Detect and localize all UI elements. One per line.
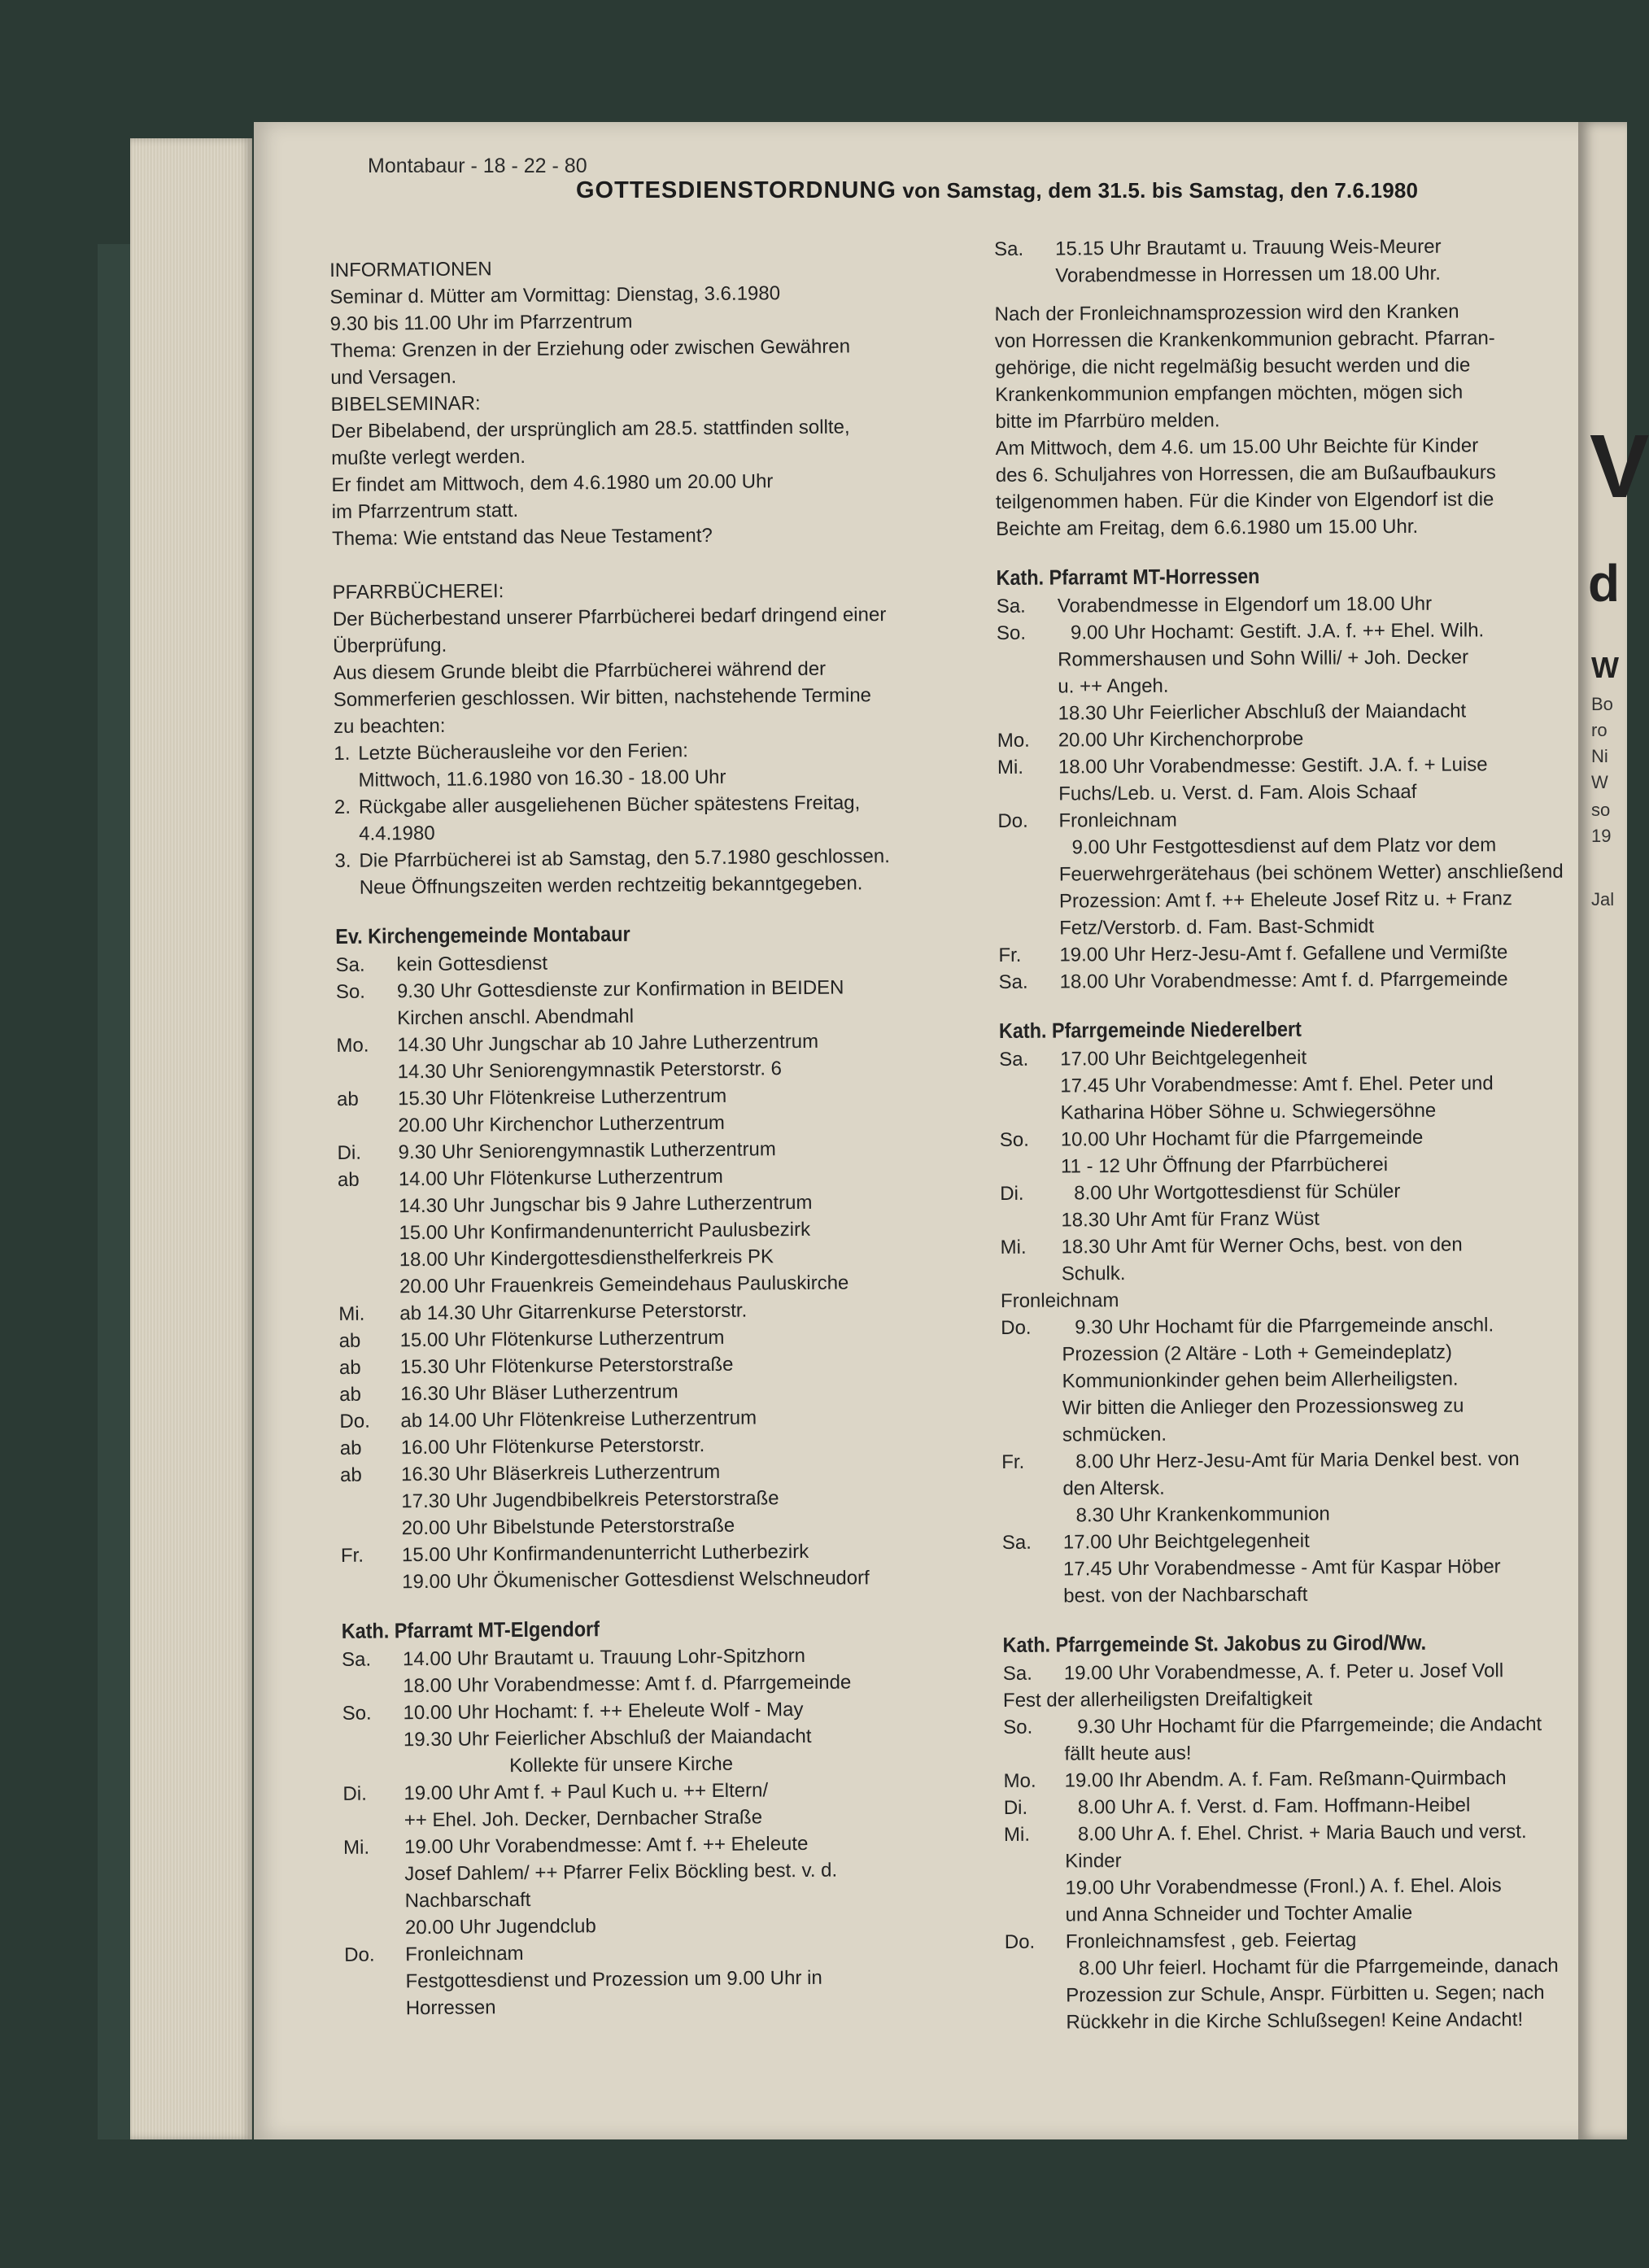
schedule-day: Do. xyxy=(997,809,1028,832)
library-section xyxy=(332,574,969,901)
schedule-entry: 19.00 Uhr Vorabendmesse: Amt f. ++ Eheleute xyxy=(404,1832,809,1859)
schedule-row xyxy=(1004,1791,1590,1821)
schedule-row xyxy=(1003,1711,1589,1741)
schedule-mt-elgendorf xyxy=(342,1641,979,2022)
adjacent-page-text: 19 xyxy=(1591,826,1612,846)
schedule-row xyxy=(1003,1657,1589,1687)
schedule-row xyxy=(1001,1311,1586,1341)
schedule-entry: 19.00 Uhr Amt f. + Paul Kuch u. ++ Eltern/ xyxy=(404,1779,769,1805)
list-number: 3. xyxy=(334,849,351,872)
schedule-day: Fr. xyxy=(1001,1450,1025,1473)
text-line: Überprüfung. xyxy=(333,634,447,657)
schedule-day: Do. xyxy=(1001,1316,1032,1339)
schedule-entry: Katharina Höber Söhne u. Schwiegersöhne xyxy=(1060,1099,1437,1124)
schedule-entry: 14.00 Uhr Brautamt u. Trauung Lohr-Spitzhorn xyxy=(402,1644,806,1671)
schedule-day: ab xyxy=(338,1356,361,1379)
schedule-entry: 8.00 Uhr Herz-Jesu-Amt für Maria Denkel best. von xyxy=(1075,1448,1520,1473)
schedule-niederelbert xyxy=(999,1043,1588,1610)
schedule-day xyxy=(340,1507,401,1508)
schedule-day: Mi. xyxy=(338,1302,365,1325)
schedule-day xyxy=(338,1212,399,1213)
schedule-row xyxy=(1002,1580,1588,1610)
schedule-row xyxy=(999,1097,1585,1127)
schedule-day: Di. xyxy=(1003,1796,1028,1819)
schedule-day: Mi. xyxy=(1000,1236,1027,1258)
schedule-row xyxy=(1004,1764,1590,1795)
text-line: Sommerferien geschlossen. Wir bitten, nachstehende Termine xyxy=(333,684,872,711)
schedule-entry: 15.30 Uhr Flötenkreise Lutherzentrum xyxy=(397,1084,727,1110)
schedule-day: Mo. xyxy=(1003,1769,1036,1792)
schedule-row xyxy=(998,939,1584,969)
section-heading-girod: Kath. Pfarrgemeinde St. Jakobus zu Girod/Ww. xyxy=(1002,1629,1427,1657)
schedule-entry: 18.30 Uhr Amt für Werner Ochs, best. von den xyxy=(1061,1233,1463,1258)
schedule-row xyxy=(997,670,1582,700)
schedule-entry: Kinder xyxy=(1065,1850,1122,1873)
schedule-entry: schmücken. xyxy=(1062,1423,1167,1446)
schedule-row xyxy=(998,858,1584,888)
schedule-row xyxy=(1000,1231,1586,1261)
schedule-entry: ++ Ehel. Joh. Decker, Dernbacher Straße xyxy=(404,1806,763,1832)
schedule-entry: Vorabendmesse in Elgendorf um 18.00 Uhr xyxy=(1057,592,1433,617)
schedule-entry: 11 - 12 Uhr Öffnung der Pfarrbücherei xyxy=(1060,1154,1389,1178)
schedule-day: ab xyxy=(339,1463,362,1486)
schedule-entry: 15.30 Uhr Flötenkurse Peterstorstraße xyxy=(399,1353,734,1379)
adjacent-page-text: ro xyxy=(1591,720,1608,740)
schedule-row xyxy=(1005,2006,1590,2036)
schedule-continued xyxy=(994,233,1580,290)
list-text-continued: Mittwoch, 11.6.1980 von 16.30 - 18.00 Uhr xyxy=(358,765,726,792)
schedule-entry: Prozession: Amt f. ++ Eheleute Josef Ritz u. + Franz xyxy=(1058,888,1513,913)
book-page-edges xyxy=(130,138,252,2139)
schedule-entry: Nachbarschaft xyxy=(404,1888,531,1913)
list-number: 1. xyxy=(334,742,351,765)
list-text: Die Pfarrbücherei ist ab Samstag, den 5.7.1980 geschlossen. xyxy=(359,845,890,872)
schedule-entry: Rückkehr in die Kirche Schlußsegen! Keine Andacht! xyxy=(1066,2008,1524,2034)
adjacent-page-letter-d: d xyxy=(1588,554,1621,613)
schedule-entry: 20.00 Uhr Kirchenchor Lutherzentrum xyxy=(398,1111,725,1137)
page-title xyxy=(576,177,1418,204)
text-line: BIBELSEMINAR: xyxy=(330,392,481,416)
text-line: gehörige, die nicht regelmäßig besucht werden und die xyxy=(994,354,1471,379)
schedule-entry: Prozession zur Schule, Anspr. Fürbitten u. Segen; nach xyxy=(1066,1981,1545,2007)
schedule-entry: best. von der Nachbarschaft xyxy=(1063,1583,1308,1607)
schedule-row xyxy=(1001,1365,1587,1395)
schedule-row xyxy=(1000,1204,1586,1234)
text-line: Aus diesem Grunde bleibt die Pfarrbücherei während der xyxy=(333,657,827,684)
schedule-ev-montabaur xyxy=(335,946,975,1596)
schedule-row xyxy=(997,643,1582,674)
schedule-entry: 16.30 Uhr Bläser Lutherzentrum xyxy=(400,1380,678,1406)
schedule-entry: und Anna Schneider und Tochter Amalie xyxy=(1065,1901,1413,1926)
schedule-day xyxy=(343,1880,404,1881)
list-number: 2. xyxy=(334,796,351,818)
schedule-row xyxy=(999,1043,1585,1073)
schedule-row xyxy=(997,805,1583,835)
schedule-entry: Festgottesdienst und Prozession um 9.00 Uhr in xyxy=(405,1966,822,1993)
schedule-day: Di. xyxy=(337,1141,362,1164)
adjacent-page-text: Jal xyxy=(1591,889,1615,909)
schedule-entry: 18.00 Uhr Vorabendmesse: Gestift. J.A. f. + Luise xyxy=(1058,753,1488,779)
schedule-day: Mi. xyxy=(1003,1823,1031,1846)
adjacent-page-text: Ni xyxy=(1591,746,1608,766)
schedule-entry: 19.00 Uhr Herz-Jesu-Amt f. Gefallene und Vermißte xyxy=(1059,941,1508,966)
schedule-day: So. xyxy=(342,1702,372,1725)
text-line: Nach der Fronleichnamsprozession wird den Kranken xyxy=(994,300,1459,325)
schedule-day xyxy=(345,2014,406,2015)
schedule-day: Sa. xyxy=(341,1648,372,1671)
schedule-entry: 19.00 Uhr Ökumenischer Gottesdienst Welschneudorf xyxy=(402,1567,870,1594)
text-line: teilgenommen haben. Für die Kinder von Elgendorf ist die xyxy=(995,488,1494,513)
schedule-day: ab xyxy=(336,1088,359,1110)
text-line: Krankenkommunion empfangen möchten, mögen sich xyxy=(995,381,1464,406)
library-list-item xyxy=(334,842,969,874)
text-line: PFARRBÜCHEREI: xyxy=(332,580,504,604)
schedule-entry: Fronleichnam xyxy=(405,1942,524,1966)
schedule-day: Do. xyxy=(1004,1930,1036,1953)
schedule-row xyxy=(1001,1472,1587,1503)
information-section xyxy=(329,251,966,552)
schedule-row xyxy=(1005,1979,1590,2009)
list-text: Letzte Bücherausleihe vor den Ferien: xyxy=(358,739,689,765)
text-line: Thema: Wie entstand das Neue Testament? xyxy=(331,524,713,550)
notice-section xyxy=(994,298,1581,543)
schedule-entry: 8.00 Uhr Wortgottesdienst für Schüler xyxy=(1074,1180,1401,1205)
schedule-row xyxy=(997,831,1583,861)
schedule-day: So. xyxy=(996,622,1027,644)
schedule-entry: 14.30 Uhr Jungschar bis 9 Jahre Lutherzentrum xyxy=(399,1191,813,1218)
schedule-day: ab xyxy=(337,1168,360,1191)
schedule-day xyxy=(338,1239,399,1240)
schedule-row xyxy=(998,885,1584,915)
schedule-day: So. xyxy=(335,980,366,1003)
adjacent-page-large-letter: V xyxy=(1590,417,1649,517)
schedule-entry: 20.00 Uhr Kirchenchorprobe xyxy=(1058,727,1304,752)
schedule-day: Sa. xyxy=(335,953,365,976)
text-line: von Horressen die Krankenkommunion gebracht. Pfarran- xyxy=(994,327,1495,352)
schedule-entry: Schulk. xyxy=(1061,1263,1126,1285)
schedule-row xyxy=(994,233,1580,263)
schedule-day xyxy=(345,1987,406,1988)
schedule-entry: den Altersk. xyxy=(1062,1476,1165,1500)
list-text: Rückgabe aller ausgeliehenen Bücher spätestens Freitag, xyxy=(358,792,861,818)
schedule-entry: 17.00 Uhr Beichtgelegenheit xyxy=(1060,1046,1307,1071)
schedule-entry: 15.15 Uhr Brautamt u. Trauung Weis-Meurer xyxy=(1055,235,1442,260)
schedule-row xyxy=(999,966,1585,996)
schedule-entry: Fuchs/Leb. u. Verst. d. Fam. Alois Schaaf xyxy=(1058,780,1417,805)
schedule-entry: 9.30 Uhr Hochamt für die Pfarrgemeinde anschl. xyxy=(1075,1314,1494,1339)
text-line: des 6. Schuljahres von Horressen, die am Bußaufbaukurs xyxy=(995,461,1496,486)
schedule-entry: 9.00 Uhr Hochamt: Gestift. J.A. f. ++ Ehel. Wilh. xyxy=(1070,619,1485,644)
right-column xyxy=(994,233,1591,2036)
schedule-entry: 14.00 Uhr Flötenkurse Lutherzentrum xyxy=(398,1165,723,1191)
text-line: im Pfarrzentrum statt. xyxy=(331,499,519,523)
schedule-row xyxy=(1004,1872,1590,1902)
schedule-row xyxy=(345,1990,979,2022)
schedule-entry: 19.00 Ihr Abendm. A. f. Fam. Reßmann-Quirmbach xyxy=(1064,1767,1507,1792)
schedule-day: Sa. xyxy=(996,595,1026,617)
schedule-day xyxy=(338,1266,399,1267)
schedule-mt-horressen xyxy=(997,590,1585,996)
adjacent-page-text: W xyxy=(1591,772,1608,792)
schedule-day xyxy=(344,1907,405,1908)
schedule-entry: 18.00 Uhr Vorabendmesse: Amt f. d. Pfarrgemeinde xyxy=(1059,968,1508,993)
list-text-continued: Neue Öffnungszeiten werden rechtzeitig bekanntgegeben. xyxy=(359,872,863,899)
schedule-entry: 8.00 Uhr A. f. Verst. d. Fam. Hoffmann-Heibel xyxy=(1077,1794,1471,1819)
schedule-entry: Wir bitten die Anlieger den Prozessionsweg zu xyxy=(1062,1394,1464,1420)
schedule-entry: Josef Dahlem/ ++ Pfarrer Felix Böckling best. v. d. xyxy=(404,1859,838,1886)
schedule-row xyxy=(1002,1526,1588,1556)
schedule-day: Sa. xyxy=(999,1048,1029,1071)
adjacent-page-text: Bo xyxy=(1591,694,1613,714)
schedule-row xyxy=(1001,1338,1586,1368)
schedule-row xyxy=(997,617,1582,647)
schedule-entry: kein Gottesdienst xyxy=(396,952,548,976)
section-heading-mt-elgendorf: Kath. Pfarramt MT-Elgendorf xyxy=(341,1616,600,1643)
schedule-day xyxy=(341,1588,402,1589)
text-line: Am Mittwoch, dem 4.6. um 15.00 Uhr Beichte für Kinder xyxy=(995,434,1479,460)
text-line: Der Bücherbestand unserer Pfarrbücherei bedarf dringend einer xyxy=(332,604,887,630)
schedule-entry: Kommunionkinder gehen beim Allerheiligsten. xyxy=(1062,1367,1459,1393)
adjacent-page-text: so xyxy=(1591,800,1611,820)
schedule-row xyxy=(1004,1845,1590,1875)
schedule-day: Mo. xyxy=(336,1034,369,1057)
schedule-day: Do. xyxy=(344,1943,375,1966)
text-line: 9.30 bis 11.00 Uhr im Pfarrzentrum xyxy=(329,310,633,335)
schedule-row xyxy=(1000,1123,1586,1154)
schedule-day: ab xyxy=(339,1383,362,1406)
schedule-row xyxy=(1000,1177,1586,1207)
schedule-row xyxy=(997,590,1582,620)
schedule-entry: Kirchen anschl. Abendmahl xyxy=(397,1005,635,1030)
schedule-row xyxy=(1003,1738,1589,1768)
schedule-day: Mi. xyxy=(342,1836,370,1859)
schedule-entry: 8.00 Uhr A. f. Ehel. Christ. + Maria Bauch und verst. xyxy=(1077,1821,1527,1846)
schedule-entry: 14.30 Uhr Seniorengymnastik Peterstorstr. 6 xyxy=(397,1058,783,1084)
schedule-day: Sa. xyxy=(994,238,1024,260)
schedule-day: Do. xyxy=(339,1410,370,1433)
text-line: Beichte am Freitag, dem 6.6.1980 um 15.00 Uhr. xyxy=(996,515,1419,540)
text-line: INFORMATIONEN xyxy=(329,258,492,281)
text-line: Seminar d. Mütter am Vormittag: Dienstag, 3.6.1980 xyxy=(329,282,781,308)
title-date-range: von Samstag, dem 31.5. bis Samstag, den 7.6.1980 xyxy=(896,178,1419,203)
schedule-entry: Rommershausen und Sohn Willi/ + Joh. Decker xyxy=(1058,646,1469,671)
schedule-entry: 18.00 Uhr Vorabendmesse: Amt f. d. Pfarrgemeinde xyxy=(403,1671,852,1698)
schedule-row xyxy=(1001,1446,1587,1476)
schedule-entry: Fronleichnam xyxy=(1058,809,1177,832)
schedule-entry: 15.00 Uhr Flötenkurse Lutherzentrum xyxy=(399,1326,725,1352)
schedule-entry: 8.30 Uhr Krankenkommunion xyxy=(1075,1503,1330,1527)
schedule-row xyxy=(994,260,1580,290)
schedule-row xyxy=(1002,1553,1588,1583)
text-line: zu beachten: xyxy=(333,714,446,738)
schedule-row xyxy=(1005,1926,1590,1956)
schedule-entry: 20.00 Uhr Jugendclub xyxy=(404,1915,596,1939)
schedule-entry: 16.00 Uhr Flötenkurse Peterstorstr. xyxy=(400,1434,705,1459)
schedule-entry: Kollekte für unsere Kirche xyxy=(509,1752,734,1777)
schedule-entry: Prozession (2 Altäre - Loth + Gemeindeplatz) xyxy=(1062,1341,1453,1366)
schedule-entry: Fronleichnamsfest , geb. Feiertag xyxy=(1065,1929,1357,1953)
schedule-row xyxy=(997,778,1583,808)
schedule-girod xyxy=(1003,1657,1591,2036)
schedule-row xyxy=(998,912,1584,942)
schedule-entry: fällt heute aus! xyxy=(1064,1742,1192,1765)
text-line: und Versagen. xyxy=(330,365,457,389)
schedule-day: Fr. xyxy=(998,944,1022,966)
adjacent-page-letter-w: W xyxy=(1591,651,1619,684)
text-line: mußte verlegt werden. xyxy=(331,445,526,469)
section-heading-ev-montabaur: Ev. Kirchengemeinde Montabaur xyxy=(335,921,630,949)
section-heading-mt-horressen: Kath. Pfarramt MT-Horressen xyxy=(996,564,1260,590)
schedule-entry: 9.30 Uhr Hochamt für die Pfarrgemeinde; die Andacht xyxy=(1077,1712,1542,1738)
schedule-entry: 19.00 Uhr Vorabendmesse (Fronl.) A. f. Ehel. Alois xyxy=(1065,1874,1502,1899)
schedule-row xyxy=(1000,1150,1586,1180)
schedule-row xyxy=(1001,1258,1586,1288)
schedule-entry: 9.30 Uhr Gottesdienste zur Konfirmation in BEIDEN xyxy=(396,976,844,1003)
schedule-day: Sa. xyxy=(1002,1662,1032,1685)
schedule-day: So. xyxy=(999,1128,1029,1151)
schedule-row xyxy=(1003,1684,1589,1714)
schedule-day: ab xyxy=(339,1437,362,1459)
schedule-entry: Feuerwehrgerätehaus (bei schönem Wetter) anschließend xyxy=(1058,860,1564,886)
schedule-day: Di. xyxy=(342,1782,367,1805)
schedule-entry: Vorabendmesse in Horressen um 18.00 Uhr. xyxy=(1055,262,1441,287)
schedule-entry: 18.30 Uhr Amt für Franz Wüst xyxy=(1061,1207,1320,1232)
section-heading-niederelbert: Kath. Pfarrgemeinde Niederelbert xyxy=(998,1016,1302,1043)
schedule-day xyxy=(342,1692,403,1693)
schedule-row xyxy=(1001,1284,1586,1315)
schedule-entry: 9.00 Uhr Festgottesdienst auf dem Platz vor dem xyxy=(1071,834,1497,859)
schedule-row xyxy=(999,1070,1585,1100)
schedule-entry: 16.30 Uhr Bläserkreis Lutherzentrum xyxy=(400,1460,721,1486)
schedule-entry: 8.00 Uhr feierl. Hochamt für die Pfarrgemeinde, danach xyxy=(1078,1954,1559,1980)
schedule-row xyxy=(1001,1419,1587,1449)
text-line: Der Bibelabend, der ursprünglich am 28.5. stattfinden sollte, xyxy=(330,416,850,443)
schedule-day: Fr. xyxy=(340,1544,364,1567)
schedule-day: Sa. xyxy=(998,970,1028,993)
schedule-entry: 19.00 Uhr Vorabendmesse, A. f. Peter u. Josef Voll xyxy=(1063,1660,1504,1685)
schedule-row xyxy=(1001,1392,1587,1422)
schedule-entry: 10.00 Uhr Hochamt für die Pfarrgemeinde xyxy=(1060,1126,1424,1151)
schedule-entry: 15.00 Uhr Konfirmandenunterricht Paulusbezirk xyxy=(399,1218,811,1245)
schedule-day xyxy=(337,1078,398,1079)
schedule-row xyxy=(1004,1818,1590,1848)
schedule-day: Mo. xyxy=(997,729,1030,752)
schedule-entry: ab 14.30 Uhr Gitarrenkurse Peterstorstr. xyxy=(399,1299,748,1325)
schedule-entry: 18.30 Uhr Feierlicher Abschluß der Maiandacht xyxy=(1058,700,1467,725)
schedule-entry: 17.45 Uhr Vorabendmesse - Amt für Kaspar Höber xyxy=(1062,1555,1501,1581)
schedule-day: Fronleichnam xyxy=(1000,1289,1119,1312)
schedule-day: Sa. xyxy=(1001,1531,1032,1554)
page-reference: Montabaur - 18 - 22 - 80 xyxy=(368,155,587,177)
schedule-day xyxy=(341,1534,402,1535)
list-text-continued: 4.4.1980 xyxy=(359,822,435,845)
schedule-entry: 17.00 Uhr Beichtgelegenheit xyxy=(1062,1529,1310,1554)
schedule-row xyxy=(997,751,1583,781)
schedule-row xyxy=(1005,1952,1590,1982)
schedule-entry: 10.00 Uhr Hochamt: f. ++ Eheleute Wolf - May xyxy=(403,1698,804,1725)
schedule-entry: 17.30 Uhr Jugendbibelkreis Peterstorstraße xyxy=(401,1487,779,1513)
schedule-entry: 15.00 Uhr Konfirmandenunterricht Lutherbezirk xyxy=(401,1540,809,1567)
schedule-day: Mi. xyxy=(997,756,1024,779)
schedule-day: ab xyxy=(338,1329,361,1352)
schedule-day xyxy=(342,1746,404,1747)
schedule-day xyxy=(343,1826,404,1827)
title-main: GOTTESDIENSTORDNUNG xyxy=(576,177,896,203)
schedule-row xyxy=(1002,1499,1588,1529)
schedule-entry: ab 14.00 Uhr Flötenkreise Lutherzentrum xyxy=(400,1407,757,1433)
text-line: bitte im Pfarrbüro melden. xyxy=(995,409,1220,433)
schedule-entry: 18.00 Uhr Kindergottesdiensthelferkreis PK xyxy=(399,1245,774,1271)
schedule-day xyxy=(336,1024,397,1025)
text-line: Er findet am Mittwoch, dem 4.6.1980 um 20.00 Uhr xyxy=(331,470,774,496)
text-line: Thema: Grenzen in der Erziehung oder zwischen Gewähren xyxy=(329,335,851,362)
left-column xyxy=(329,251,979,2022)
schedule-row xyxy=(997,697,1582,727)
schedule-entry: Horressen xyxy=(405,1996,496,2020)
schedule-entry: 9.30 Uhr Seniorengymnastik Lutherzentrum xyxy=(398,1138,776,1164)
schedule-entry: u. ++ Angeh. xyxy=(1058,674,1169,698)
schedule-entry: 20.00 Uhr Bibelstunde Peterstorstraße xyxy=(401,1514,735,1540)
schedule-day: So. xyxy=(1003,1716,1033,1738)
schedule-entry: 17.45 Uhr Vorabendmesse: Amt f. Ehel. Peter und xyxy=(1060,1072,1494,1097)
schedule-entry: 19.30 Uhr Feierlicher Abschluß der Maiandacht xyxy=(403,1725,812,1751)
schedule-entry: 20.00 Uhr Frauenkreis Gemeindehaus Pauluskirche xyxy=(399,1271,849,1298)
schedule-day: Di. xyxy=(1000,1182,1024,1205)
schedule-day: Fest der allerheiligsten Dreifaltigkeit xyxy=(1002,1687,1313,1712)
schedule-row xyxy=(1005,1899,1590,1929)
schedule-entry: 14.30 Uhr Jungschar ab 10 Jahre Lutherzentrum xyxy=(397,1030,819,1057)
schedule-entry: Fetz/Verstorb. d. Fam. Bast-Schmidt xyxy=(1059,915,1375,940)
schedule-row xyxy=(997,724,1583,754)
